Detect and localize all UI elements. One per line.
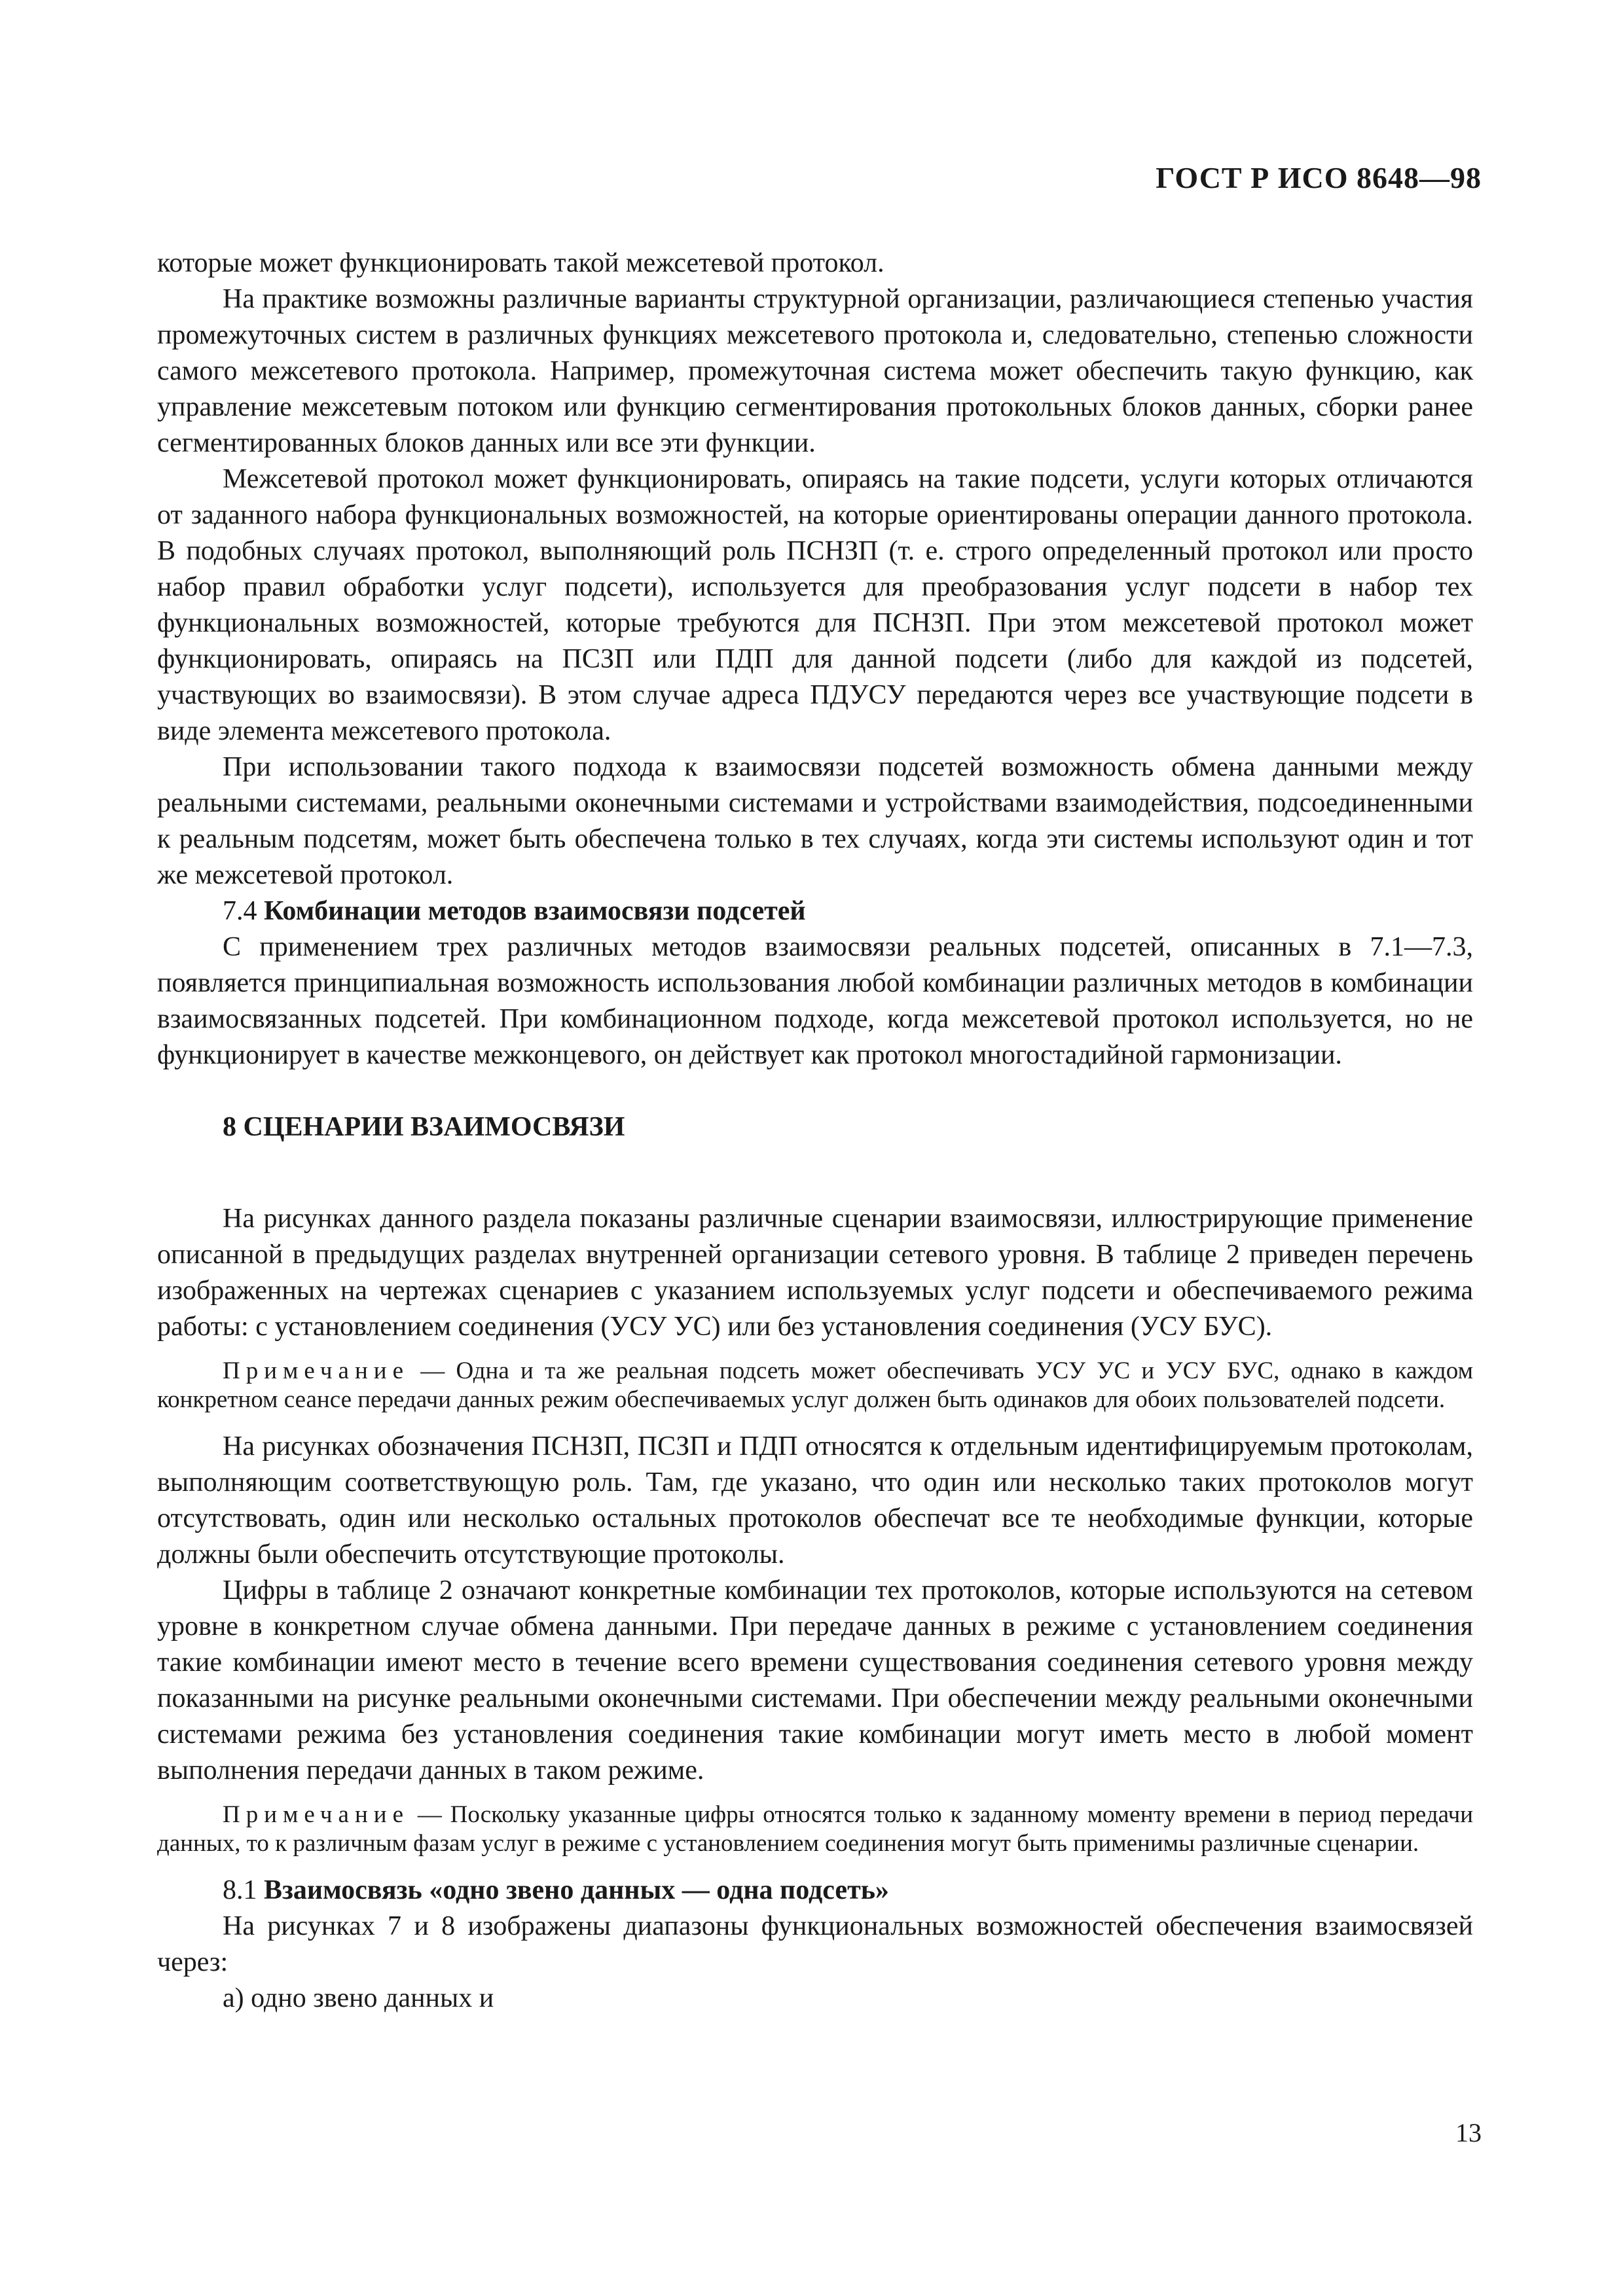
paragraph: Цифры в таблице 2 означают конкретные комбинации тех протоколов, которые используются на сетевом уровне в конкретном случае обмена данными. При передаче данных в режиме с установлением соединения такие комбинации имеют место в течение всего времени существования соединения сетевого уровня между показанными на рисунке реальными оконечными системами. При обеспечении между реальными оконечными системами режима без установления соединения такие комбинации могут иметь место в любой момент выполнения передачи данных в таком режиме. (157, 1575, 1473, 1785)
note-label: Примечание (223, 1357, 409, 1384)
paragraph: На рисунках 7 и 8 изображены диапазоны функциональных возможностей обеспечения взаимосвязей через: (157, 1911, 1473, 1977)
paragraph: На рисунках данного раздела показаны различные сценарии взаимосвязи, иллюстрирующие применение описанной в предыдущих разделах внутренней организации сетевого уровня. В таблице 2 приведен перечень изображенных на чертежах сценариев с указанием используемых услуг подсети и обеспечиваемого режима работы: с установлением соединения (УСУ УС) или без установления соединения (УСУ БУС). (157, 1204, 1473, 1342)
paragraph: Межсетевой протокол может функционировать, опираясь на такие подсети, услуги которых отличаются от заданного набора функциональных возможностей, на которые ориентированы операции данного протокола. В подобных случаях протокол, выполняющий роль ПСНЗП (т. е. строго определенный протокол или просто набор правил обработки услуг подсети), используется для преобразования услуг подсети в набор тех функциональных возможностей, которые требуются для ПСНЗП. При этом межсетевой протокол может функционировать, опираясь на ПСЗП или ПДП для данной подсети (либо для каждой из подсетей, участвующих во взаимосвязи). В этом случае адреса ПДУСУ передаются через все участвующие подсети в виде элемента межсетевого протокола. (157, 464, 1473, 746)
paragraph: На рисунках обозначения ПСНЗП, ПСЗП и ПДП относятся к отдельным идентифицируемым протоколам, выполняющим соответствующую роль. Там, где указано, что один или несколько таких протоколов могут отсутствовать, один или несколько остальных протоколов обеспечат все те необходимые функции, которые должны были обеспечить отсутствующие протоколы. (157, 1431, 1473, 1570)
paragraph: На практике возможны различные варианты структурной организации, различающиеся степенью участия промежуточных систем в различных функциях межсетевого протокола и, следовательно, степенью сложности самого межсетевого протокола. Например, промежуточная система может обеспечить такую функцию, как управление межсетевым потоком или функцию сегментирования протокольных блоков данных, сборки ранее сегментированных блоков данных или все эти функции. (157, 284, 1473, 458)
section-heading-8-1 (157, 1873, 1473, 1909)
note-text: — Одна и та же реальная подсеть может обеспечивать УСУ УС и УСУ БУС, однако в каждом конкретном сеансе передачи данных режим обеспечиваемых услуг должен быть одинаков для обоих пользователей подсети. (157, 1357, 1473, 1413)
section-number: 8.1 (223, 1875, 264, 1905)
section-number: 7.4 (223, 896, 264, 926)
page-number: 13 (1455, 2118, 1482, 2147)
note (157, 1357, 1473, 1414)
note (157, 1801, 1473, 1858)
section-heading-7-4 (157, 893, 1473, 929)
section-title: Комбинации методов взаимосвязи подсетей (264, 896, 806, 926)
document-body (157, 245, 1473, 2017)
paragraph: При использовании такого подхода к взаимосвязи подсетей возможность обмена данными между реальными системами, реальными оконечными системами и устройствами взаимодействия, подсоединенными к реальным подсетям, может быть обеспечена только в тех случаях, когда эти системы используют один и тот же межсетевой протокол. (157, 752, 1473, 890)
section-title: Взаимосвязь «одно звено данных — одна подсеть» (264, 1875, 889, 1905)
document-header: ГОСТ Р ИСО 8648—98 (1156, 161, 1482, 194)
list-item: а) одно звено данных и (223, 1983, 494, 2013)
chapter-heading-8: 8 СЦЕНАРИИ ВЗАИМОСВЯЗИ (223, 1112, 625, 1142)
paragraph-continuation: которые может функционировать такой межсетевой протокол. (157, 248, 884, 278)
paragraph: С применением трех различных методов взаимосвязи реальных подсетей, описанных в 7.1—7.3, появляется принципиальная возможность использования любой комбинации различных методов в комбинации взаимосвязанных подсетей. При комбинационном подходе, когда межсетевой протокол используется, но не функционирует в качестве межконцевого, он действует как протокол многостадийной гармонизации. (157, 932, 1473, 1070)
note-label: Примечание (223, 1801, 409, 1828)
note-text: — Поскольку указанные цифры относятся только к заданному моменту времени в период передачи данных, то к различным фазам услуг в режиме с установлением соединения могут быть применимы различные сценарии. (157, 1801, 1473, 1857)
